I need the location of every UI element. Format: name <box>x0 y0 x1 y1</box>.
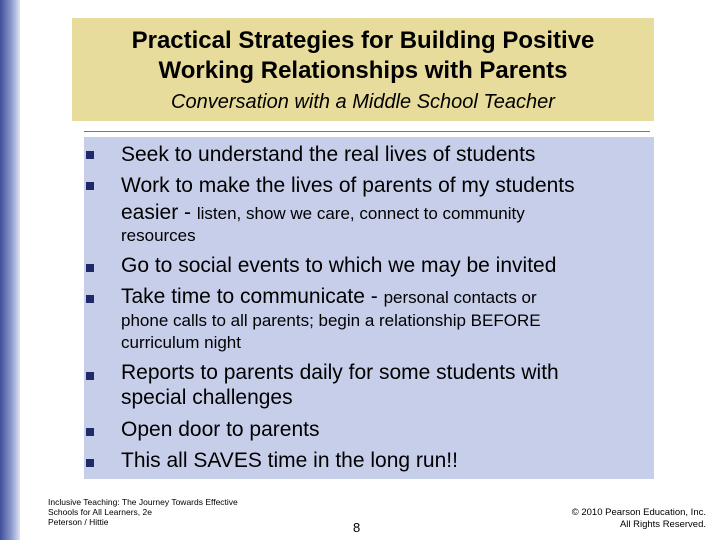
title-box <box>72 18 654 121</box>
bullet-icon <box>86 182 94 190</box>
bullet-text-4-detail-2: phone calls to all parents; begin a relationship BEFORE <box>121 311 541 330</box>
bullet-text-4 <box>121 285 537 309</box>
bullet-text-3: Go to social events to which we may be invited <box>121 254 557 277</box>
footer-book-info <box>48 497 238 527</box>
bullet-text-2-detail-2: resources <box>121 226 196 245</box>
copyright-line-1: © 2010 Pearson Education, Inc. <box>571 507 706 518</box>
bullet-text-2-cont <box>121 201 525 225</box>
slide-title <box>72 26 654 86</box>
bullet-icon <box>86 264 94 272</box>
bullet-text-5-cont: special challenges <box>121 386 293 409</box>
copyright-line-2: All Rights Reserved. <box>619 519 706 530</box>
divider <box>84 131 650 132</box>
bullet-icon <box>86 372 94 380</box>
bullet-text-2: Work to make the lives of parents of my students <box>121 174 575 197</box>
bullet-icon <box>86 151 94 159</box>
title-line-2: Working Relationships with Parents <box>158 57 568 84</box>
bullet-text-4-main: Take time to communicate - <box>121 285 384 308</box>
page-number: 8 <box>353 520 361 535</box>
title-line-1: Practical Strategies for Building Positive <box>131 27 595 54</box>
side-band <box>0 0 20 540</box>
bullet-icon <box>86 295 94 303</box>
bullet-text-1: Seek to understand the real lives of students <box>121 143 536 166</box>
footer-copyright <box>572 507 706 531</box>
footer-book-line-3: Peterson / Hittie <box>48 517 109 527</box>
footer-book-line-2: Schools for All Learners, 2e <box>48 507 152 517</box>
bullet-icon <box>86 428 94 436</box>
bullet-text-2-easier: easier - <box>121 201 197 224</box>
bullet-icon <box>86 459 94 467</box>
footer-book-line-1: Inclusive Teaching: The Journey Towards Effective <box>48 497 238 507</box>
slide-subtitle: Conversation with a Middle School Teacher <box>171 91 555 113</box>
bullet-text-4-detail: personal contacts or <box>383 288 537 307</box>
bullet-text-6: Open door to parents <box>121 418 320 441</box>
bullet-text-5: Reports to parents daily for some students with <box>121 361 559 384</box>
bullet-text-7: This all SAVES time in the long run!! <box>121 449 458 472</box>
bullet-text-2-detail: listen, show we care, connect to community <box>196 204 525 223</box>
bullet-text-4-detail-3: curriculum night <box>121 333 241 352</box>
